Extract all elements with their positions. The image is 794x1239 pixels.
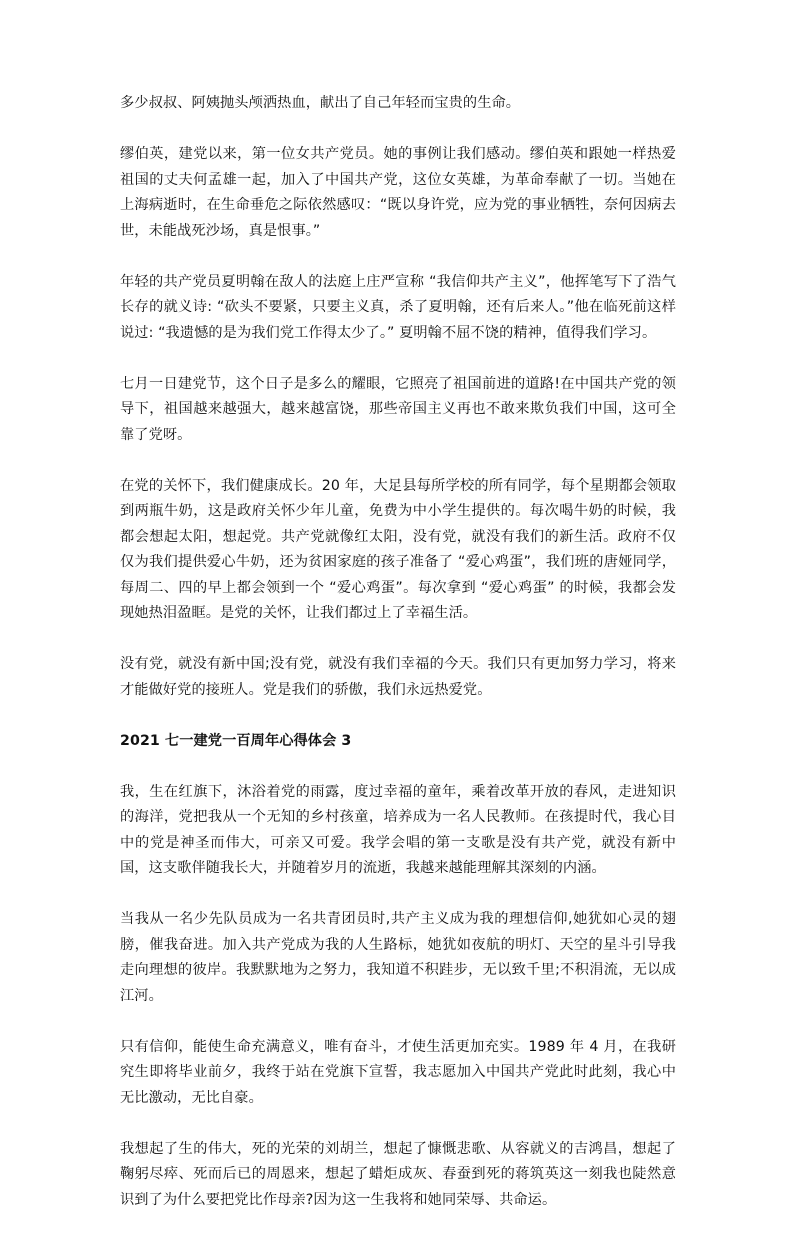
document-body: [120, 91, 676, 1239]
paragraph-6: 没有党，就没有新中国;没有党，就没有我们幸福的今天。我们只有更加努力学习，将来才能做好党的接班人。党是我们的骄傲，我们永远热爱党。: [120, 656, 676, 698]
paragraph-1: 多少叔叔、阿姨抛头颅洒热血，献出了自己年轻而宝贵的生命。: [120, 95, 521, 111]
paragraph-7: 我，生在红旗下，沐浴着党的雨露，度过幸福的童年，乘着改革开放的春风，走进知识的海洋，党把我从一个无知的乡村孩童，培养成为一名人民教师。在孩提时代，我心目中的党是神圣而伟大，可亲又可爱。我学会唱的第一支歌是没有共产党，就没有新中国，这支歌伴随我长大，并随着岁月的流逝，我越来越能理解其深刻的内涵。: [120, 783, 676, 876]
section-heading: 2021 七一建党一百周年心得体会 3: [120, 732, 352, 749]
paragraph-5: 在党的关怀下，我们健康成长。20 年，大足县每所学校的所有同学，每个星期都会领取到两瓶牛奶，这是政府关怀少年儿童，免费为中小学生提供的。每次喝牛奶的时候，我都会想起太阳，想起党。共产党就像红太阳，没有党，就没有我们的新生活。政府不仅仅为我们提供爱心牛奶，还为贫困家庭的孩子准备了 “爱心鸡蛋”，我们班的唐娅同学，每周二、四的早上都会领到一个 “爱心鸡蛋”。每次拿到 “爱心鸡蛋” 的时候，我都会发现她热泪盈眶。是党的关怀，让我们都过上了幸福生活。: [120, 477, 676, 621]
paragraph-8: 当我从一名少先队员成为一名共青团员时,共产主义成为我的理想信仰,她犹如心灵的翅膀，催我奋进。加入共产党成为我的人生路标，她犹如夜航的明灯、天空的星斗引导我走向理想的彼岸。我默默地为之努力，我知道不积跬步，无以致千里;不积涓流，无以成江河。: [120, 911, 676, 1004]
paragraph-4: 七月一日建党节，这个日子是多么的耀眼，它照亮了祖国前进的道路!在中国共产党的领导下，祖国越来越强大，越来越富饶，那些帝国主义再也不敢来欺负我们中国，这可全靠了党呀。: [120, 375, 676, 443]
paragraph-2: 缪伯英，建党以来，第一位女共产党员。她的事例让我们感动。缪伯英和跟她一样热爱祖国的丈夫何孟雄一起，加入了中国共产党，这位女英雄，为革命奉献了一切。当她在上海病逝时，在生命垂危之际依然感叹：“既以身许党，应为党的事业牺牲，奈何因病去世，未能战死沙场，真是恨事。”: [120, 146, 676, 239]
paragraph-9: 只有信仰，能使生命充满意义，唯有奋斗，才使生活更加充实。1989 年 4 月，在我研究生即将毕业前夕，我终于站在党旗下宣誓，我志愿加入中国共产党此时此刻，我心中无比激动，无比自豪。: [120, 1038, 676, 1106]
paragraph-3: 年轻的共产党员夏明翰在敌人的法庭上庄严宣称 “我信仰共产主义”，他挥笔写下了浩气长存的就义诗: “砍头不要紧，只要主义真，杀了夏明翰，还有后来人。”他在临死前这样说过: “我遗憾的是为我们党工作得太少了。” 夏明翰不屈不饶的精神，值得我们学习。: [120, 273, 676, 341]
paragraph-10: 我想起了生的伟大，死的光荣的刘胡兰，想起了慷慨悲歌、从容就义的吉鸿昌，想起了鞠躬尽瘁、死而后已的周恩来，想起了蜡炬成灰、春蚕到死的蒋筑英这一刻我也陡然意识到了为什么要把党比作母亲?因为这一生我将和她同荣辱、共命运。: [120, 1140, 676, 1208]
